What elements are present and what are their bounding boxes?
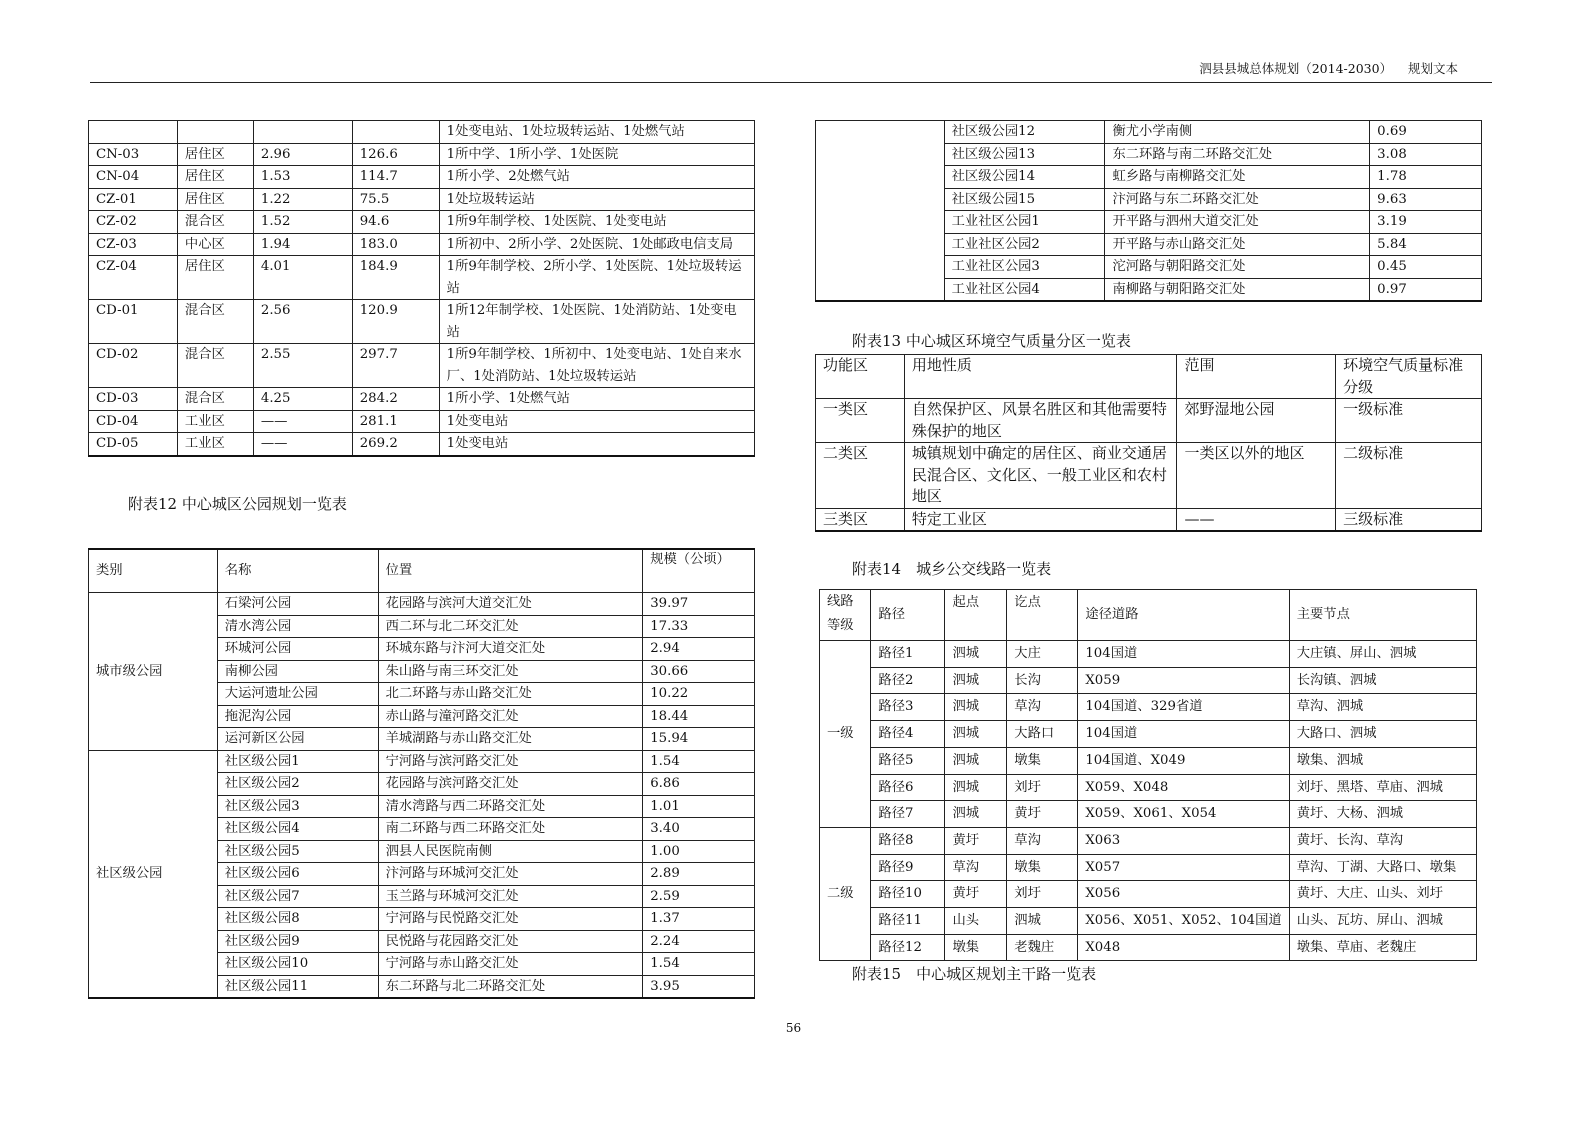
bus-nodes: 黄圩、长沟、草沟	[1289, 827, 1476, 854]
park-location: 赤山路与潼河路交汇处	[378, 705, 643, 728]
air-land-use: 特定工业区	[904, 508, 1177, 531]
table-row	[89, 344, 755, 388]
bus-roads: 104国道	[1078, 721, 1289, 748]
table-row	[820, 854, 1477, 881]
area-facilities: 1所中学、1所小学、1处医院	[439, 143, 754, 166]
bus-nodes: 大路口、泗城	[1289, 721, 1476, 748]
area-type: 工业区	[177, 433, 253, 456]
area-code: CZ-04	[89, 256, 178, 300]
park-table-continued	[815, 120, 1482, 302]
park-name: 运河新区公园	[217, 728, 378, 751]
table-row	[89, 433, 755, 456]
header-subtitle: 规划文本	[1407, 61, 1458, 76]
table-row	[820, 721, 1477, 748]
park-location: 清水湾路与西二环路交汇处	[378, 795, 643, 818]
bus-level: 二级	[820, 827, 871, 961]
area-type: 混合区	[177, 300, 253, 344]
area-size: 1.53	[253, 166, 352, 189]
park-location: 东二环路与北二环路交汇处	[378, 975, 643, 998]
park-scale: 39.97	[643, 593, 755, 616]
table-row	[89, 166, 755, 189]
park-name: 大运河遗址公园	[217, 683, 378, 706]
park-scale: 1.54	[643, 750, 755, 773]
area-type: 中心区	[177, 233, 253, 256]
area-facilities: 1所小学、2处燃气站	[439, 166, 754, 189]
area-size: 2.56	[253, 300, 352, 344]
header-text	[1199, 59, 1458, 77]
park-table-caption: 附表12 中心城区公园规划一览表	[128, 495, 347, 513]
park-header-scale: 规模（公顷）	[643, 549, 755, 593]
bus-route: 路径3	[871, 694, 945, 721]
park-scale: 6.86	[643, 773, 755, 796]
park-name: 清水湾公园	[217, 615, 378, 638]
area-code: CN-04	[89, 166, 178, 189]
bus-end: 泗城	[1007, 908, 1078, 935]
air-range: ——	[1177, 508, 1336, 531]
park-name: 工业社区公园3	[944, 256, 1105, 279]
area-size: 4.01	[253, 256, 352, 300]
table-row	[816, 399, 1482, 443]
bus-header-roads: 途径道路	[1078, 590, 1289, 641]
bus-header-nodes: 主要节点	[1289, 590, 1476, 641]
park-location: 虹乡路与南柳路交汇处	[1105, 166, 1370, 189]
park-location: 开平路与泗州大道交汇处	[1105, 211, 1370, 234]
bus-start: 草沟	[945, 854, 1007, 881]
table-row	[820, 694, 1477, 721]
area-type: 混合区	[177, 211, 253, 234]
air-standard: 三级标准	[1336, 508, 1482, 531]
bus-start: 泗城	[945, 667, 1007, 694]
bus-end: 长沟	[1007, 667, 1078, 694]
table-row	[820, 641, 1477, 668]
park-name: 社区级公园8	[217, 908, 378, 931]
bus-roads: X059、X061、X054	[1078, 801, 1289, 828]
air-table-caption: 附表13 中心城区环境空气质量分区一览表	[852, 332, 1131, 350]
bus-route: 路径7	[871, 801, 945, 828]
area-size: ——	[253, 410, 352, 433]
table-row	[89, 750, 755, 773]
area-population: 126.6	[352, 143, 439, 166]
table-row	[89, 388, 755, 411]
bus-roads: X048	[1078, 934, 1289, 961]
area-size	[253, 121, 352, 144]
table-row	[820, 774, 1477, 801]
air-header-range: 范围	[1177, 355, 1336, 399]
table-row	[816, 443, 1482, 509]
bus-nodes: 草沟、丁湖、大路口、墩集	[1289, 854, 1476, 881]
bus-nodes: 黄圩、大庄、山头、刘圩	[1289, 881, 1476, 908]
table-row	[820, 881, 1477, 908]
area-size: 2.96	[253, 143, 352, 166]
bus-route: 路径9	[871, 854, 945, 881]
table-row	[89, 143, 755, 166]
air-zone: 三类区	[816, 508, 905, 531]
park-name: 社区级公园9	[217, 930, 378, 953]
bus-route: 路径8	[871, 827, 945, 854]
bus-nodes: 墩集、草庙、老魏庄	[1289, 934, 1476, 961]
park-scale: 0.45	[1370, 256, 1482, 279]
bus-end: 墩集	[1007, 747, 1078, 774]
park-location: 开平路与赤山路交汇处	[1105, 233, 1370, 256]
park-location: 花园路与滨河路交汇处	[378, 773, 643, 796]
park-name: 社区级公园7	[217, 885, 378, 908]
bus-nodes: 黄圩、大杨、泗城	[1289, 801, 1476, 828]
bus-header-level: 线路等级	[820, 590, 871, 641]
air-zone: 一类区	[816, 399, 905, 443]
area-size: ——	[253, 433, 352, 456]
park-scale: 3.40	[643, 818, 755, 841]
table-row	[89, 593, 755, 616]
park-scale: 5.84	[1370, 233, 1482, 256]
bus-level: 一级	[820, 641, 871, 828]
park-scale: 10.22	[643, 683, 755, 706]
bus-roads: X059	[1078, 667, 1289, 694]
park-table	[88, 548, 755, 999]
park-name: 社区级公园14	[944, 166, 1105, 189]
park-name: 社区级公园10	[217, 953, 378, 976]
park-scale: 1.00	[643, 840, 755, 863]
table-row	[820, 908, 1477, 935]
area-population: 297.7	[352, 344, 439, 388]
bus-route: 路径10	[871, 881, 945, 908]
park-location: 宁河路与滨河路交汇处	[378, 750, 643, 773]
bus-route: 路径11	[871, 908, 945, 935]
bus-route: 路径2	[871, 667, 945, 694]
park-location: 南二环路与西二环路交汇处	[378, 818, 643, 841]
table-row	[816, 508, 1482, 531]
area-facilities: 1处变电站	[439, 410, 754, 433]
park-header-name: 名称	[217, 549, 378, 593]
page-header	[90, 55, 1492, 83]
bus-roads: X059、X048	[1078, 774, 1289, 801]
header-title: 泗县县城总体规划（2014-2030）	[1199, 61, 1393, 76]
table-row	[89, 188, 755, 211]
area-facilities: 1所12年制学校、1处医院、1处消防站、1处变电站	[439, 300, 754, 344]
area-facilities: 1所9年制学校、1所初中、1处变电站、1处自来水厂、1处消防站、1处垃圾转运站	[439, 344, 754, 388]
park-name: 社区级公园6	[217, 863, 378, 886]
table-row	[89, 211, 755, 234]
air-zone: 二类区	[816, 443, 905, 509]
park-name: 工业社区公园1	[944, 211, 1105, 234]
area-facilities: 1所初中、2所小学、2处医院、1处邮政电信支局	[439, 233, 754, 256]
park-category-empty	[816, 121, 945, 302]
table-row	[820, 827, 1477, 854]
park-scale: 1.54	[643, 953, 755, 976]
park-location: 民悦路与花园路交汇处	[378, 930, 643, 953]
area-population: 184.9	[352, 256, 439, 300]
park-location: 宁河路与民悦路交汇处	[378, 908, 643, 931]
park-name: 社区级公园1	[217, 750, 378, 773]
area-size: 4.25	[253, 388, 352, 411]
area-type: 居住区	[177, 143, 253, 166]
air-standard: 二级标准	[1336, 443, 1482, 509]
bus-roads: 104国道	[1078, 641, 1289, 668]
park-name: 南柳公园	[217, 660, 378, 683]
park-location: 北二环路与赤山路交汇处	[378, 683, 643, 706]
park-header-location: 位置	[378, 549, 643, 593]
area-facilities: 1处垃圾转运站	[439, 188, 754, 211]
park-name: 工业社区公园4	[944, 278, 1105, 301]
park-scale: 1.01	[643, 795, 755, 818]
park-scale: 9.63	[1370, 188, 1482, 211]
park-name: 社区级公园13	[944, 143, 1105, 166]
area-size: 1.52	[253, 211, 352, 234]
air-header-zone: 功能区	[816, 355, 905, 399]
bus-roads: X056	[1078, 881, 1289, 908]
table-row	[89, 233, 755, 256]
park-header-category: 类别	[89, 549, 218, 593]
park-location: 汴河路与环城河交汇处	[378, 863, 643, 886]
park-location: 汴河路与东二环路交汇处	[1105, 188, 1370, 211]
bus-end: 老魏庄	[1007, 934, 1078, 961]
park-location: 沱河路与朝阳路交汇处	[1105, 256, 1370, 279]
bus-nodes: 墩集、泗城	[1289, 747, 1476, 774]
park-scale: 15.94	[643, 728, 755, 751]
bus-header-route: 路径	[871, 590, 945, 641]
park-scale: 2.89	[643, 863, 755, 886]
bus-roads: X057	[1078, 854, 1289, 881]
air-land-use: 城镇规划中确定的居住区、商业交通居民混合区、文化区、一般工业区和农村地区	[904, 443, 1177, 509]
table-row	[89, 256, 755, 300]
area-code: CZ-02	[89, 211, 178, 234]
bus-roads: 104国道、329省道	[1078, 694, 1289, 721]
area-code: CD-04	[89, 410, 178, 433]
area-facilities: 1处变电站、1处垃圾转运站、1处燃气站	[439, 121, 754, 144]
table-row	[816, 121, 1482, 144]
bus-route: 路径5	[871, 747, 945, 774]
park-scale: 2.94	[643, 638, 755, 661]
bus-nodes: 刘圩、黑塔、草庙、泗城	[1289, 774, 1476, 801]
air-header-land: 用地性质	[904, 355, 1177, 399]
page-number: 56	[785, 1021, 802, 1035]
area-facilities: 1所9年制学校、1处医院、1处变电站	[439, 211, 754, 234]
area-code: CD-02	[89, 344, 178, 388]
bus-nodes: 山头、瓦坊、屏山、泗城	[1289, 908, 1476, 935]
area-code	[89, 121, 178, 144]
park-name: 社区级公园11	[217, 975, 378, 998]
park-location: 花园路与滨河大道交汇处	[378, 593, 643, 616]
bus-roads: X056、X051、X052、104国道	[1078, 908, 1289, 935]
park-name: 社区级公园5	[217, 840, 378, 863]
park-location: 东二环路与南二环路交汇处	[1105, 143, 1370, 166]
park-location: 泗县人民医院南侧	[378, 840, 643, 863]
bus-nodes: 长沟镇、泗城	[1289, 667, 1476, 694]
air-land-use: 自然保护区、风景名胜区和其他需要特殊保护的地区	[904, 399, 1177, 443]
bus-roads: 104国道、X049	[1078, 747, 1289, 774]
park-scale: 2.59	[643, 885, 755, 908]
bus-start: 墩集	[945, 934, 1007, 961]
area-population: 75.5	[352, 188, 439, 211]
air-range: 一类区以外的地区	[1177, 443, 1336, 509]
bus-route: 路径4	[871, 721, 945, 748]
area-type: 工业区	[177, 410, 253, 433]
park-name: 环城河公园	[217, 638, 378, 661]
bus-route: 路径1	[871, 641, 945, 668]
bus-nodes: 草沟、泗城	[1289, 694, 1476, 721]
park-location: 宁河路与赤山路交汇处	[378, 953, 643, 976]
park-location: 西二环与北二环交汇处	[378, 615, 643, 638]
park-name: 社区级公园15	[944, 188, 1105, 211]
bus-start: 黄圩	[945, 827, 1007, 854]
park-name: 社区级公园3	[217, 795, 378, 818]
bus-end: 草沟	[1007, 827, 1078, 854]
bus-end: 草沟	[1007, 694, 1078, 721]
park-scale: 0.69	[1370, 121, 1482, 144]
bus-route: 路径6	[871, 774, 945, 801]
bus-start: 泗城	[945, 641, 1007, 668]
area-population	[352, 121, 439, 144]
area-size: 1.22	[253, 188, 352, 211]
bus-end: 墩集	[1007, 854, 1078, 881]
air-header-standard: 环境空气质量标准分级	[1336, 355, 1482, 399]
park-scale: 3.95	[643, 975, 755, 998]
bus-route-table	[819, 589, 1477, 961]
area-type	[177, 121, 253, 144]
park-location: 羊城湖路与赤山路交汇处	[378, 728, 643, 751]
park-scale: 1.78	[1370, 166, 1482, 189]
park-category: 社区级公园	[89, 750, 218, 998]
table-row	[820, 667, 1477, 694]
bus-table-caption: 附表14 城乡公交线路一览表	[852, 560, 1052, 578]
area-code: CZ-01	[89, 188, 178, 211]
park-name: 工业社区公园2	[944, 233, 1105, 256]
area-type: 混合区	[177, 344, 253, 388]
area-table	[88, 120, 755, 457]
table-row	[89, 121, 755, 144]
next-table-caption: 附表15 中心城区规划主干路一览表	[852, 965, 1097, 983]
area-type: 居住区	[177, 166, 253, 189]
park-location: 朱山路与南三环交汇处	[378, 660, 643, 683]
area-population: 114.7	[352, 166, 439, 189]
air-quality-table	[815, 354, 1482, 532]
park-category: 城市级公园	[89, 593, 218, 751]
bus-nodes: 大庄镇、屏山、泗城	[1289, 641, 1476, 668]
area-code: CN-03	[89, 143, 178, 166]
bus-start: 泗城	[945, 801, 1007, 828]
table-row	[89, 300, 755, 344]
bus-end: 刘圩	[1007, 881, 1078, 908]
area-population: 281.1	[352, 410, 439, 433]
bus-start: 泗城	[945, 721, 1007, 748]
park-scale: 3.19	[1370, 211, 1482, 234]
park-scale: 2.24	[643, 930, 755, 953]
bus-roads: X063	[1078, 827, 1289, 854]
park-location: 玉兰路与环城河交汇处	[378, 885, 643, 908]
park-scale: 18.44	[643, 705, 755, 728]
bus-end: 大庄	[1007, 641, 1078, 668]
park-location: 环城东路与汴河大道交汇处	[378, 638, 643, 661]
area-code: CD-03	[89, 388, 178, 411]
park-scale: 3.08	[1370, 143, 1482, 166]
park-location: 衡尤小学南侧	[1105, 121, 1370, 144]
bus-end: 黄圩	[1007, 801, 1078, 828]
bus-start: 泗城	[945, 747, 1007, 774]
area-facilities: 1处变电站	[439, 433, 754, 456]
area-type: 居住区	[177, 188, 253, 211]
park-scale: 30.66	[643, 660, 755, 683]
air-standard: 一级标准	[1336, 399, 1482, 443]
area-size: 2.55	[253, 344, 352, 388]
park-scale: 17.33	[643, 615, 755, 638]
area-code: CD-01	[89, 300, 178, 344]
area-code: CZ-03	[89, 233, 178, 256]
bus-start: 黄圩	[945, 881, 1007, 908]
park-scale: 1.37	[643, 908, 755, 931]
park-name: 石梁河公园	[217, 593, 378, 616]
bus-header-start: 起点	[945, 590, 1007, 641]
area-facilities: 1所9年制学校、2所小学、1处医院、1处垃圾转运站	[439, 256, 754, 300]
area-population: 120.9	[352, 300, 439, 344]
bus-route: 路径12	[871, 934, 945, 961]
area-facilities: 1所小学、1处燃气站	[439, 388, 754, 411]
air-range: 郊野湿地公园	[1177, 399, 1336, 443]
bus-start: 泗城	[945, 774, 1007, 801]
table-row	[89, 410, 755, 433]
park-name: 社区级公园12	[944, 121, 1105, 144]
park-scale: 0.97	[1370, 278, 1482, 301]
park-location: 南柳路与朝阳路交汇处	[1105, 278, 1370, 301]
area-code: CD-05	[89, 433, 178, 456]
table-row	[820, 747, 1477, 774]
table-row	[820, 934, 1477, 961]
bus-start: 泗城	[945, 694, 1007, 721]
bus-end: 刘圩	[1007, 774, 1078, 801]
area-population: 269.2	[352, 433, 439, 456]
area-population: 94.6	[352, 211, 439, 234]
park-name: 社区级公园2	[217, 773, 378, 796]
park-name: 社区级公园4	[217, 818, 378, 841]
area-size: 1.94	[253, 233, 352, 256]
area-population: 183.0	[352, 233, 439, 256]
area-type: 居住区	[177, 256, 253, 300]
park-name: 拖泥沟公园	[217, 705, 378, 728]
area-type: 混合区	[177, 388, 253, 411]
table-row	[820, 801, 1477, 828]
area-population: 284.2	[352, 388, 439, 411]
bus-start: 山头	[945, 908, 1007, 935]
bus-end: 大路口	[1007, 721, 1078, 748]
bus-header-end: 讫点	[1007, 590, 1078, 641]
